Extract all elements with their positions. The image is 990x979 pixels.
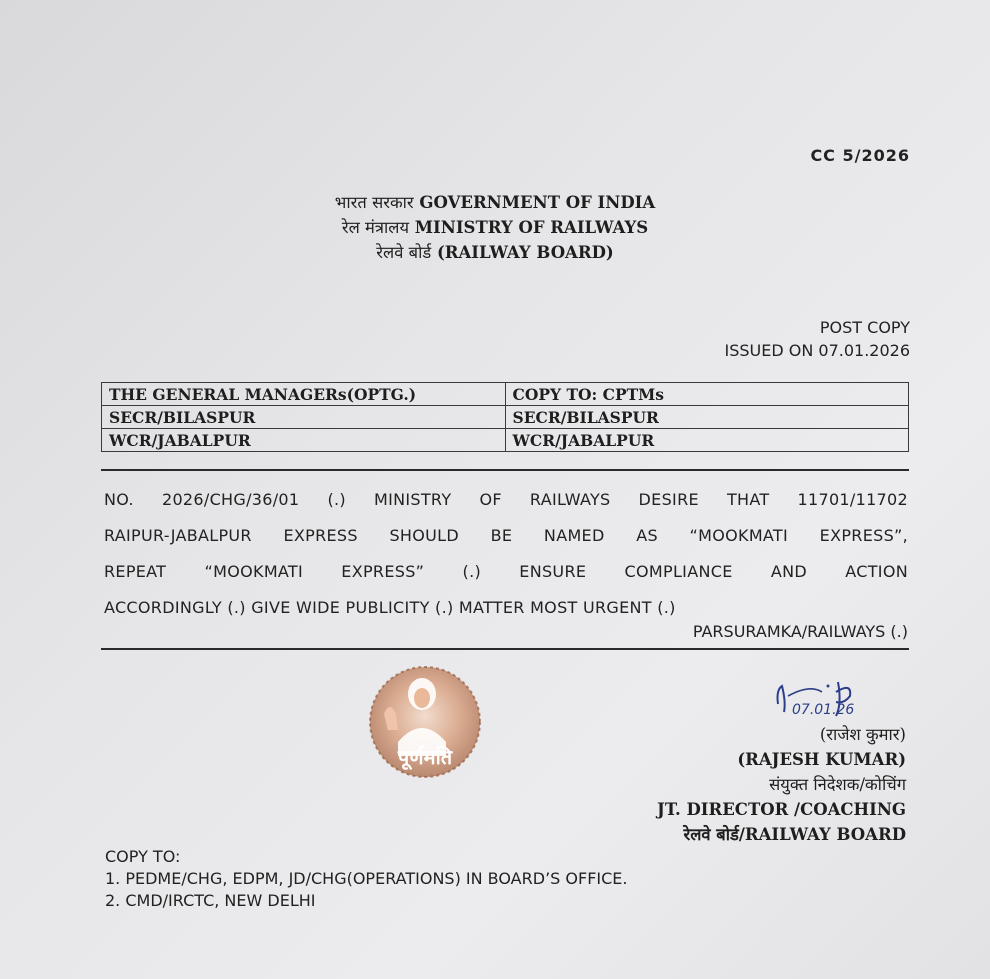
post-copy-label: POST COPY — [819, 318, 910, 337]
designation: JT. DIRECTOR /COACHING — [657, 800, 906, 819]
message-line: REPEAT “MOOKMATI EXPRESS” (.) ENSURE COMPLIANCE AND ACTION — [104, 562, 908, 581]
divider-top — [101, 469, 909, 471]
copy-to-list — [105, 846, 627, 912]
address-cell: WCR/JABALPUR — [505, 429, 909, 452]
issued-on-date: ISSUED ON 07.01.2026 — [724, 341, 910, 360]
signoff: PARSURAMKA/RAILWAYS (.) — [692, 622, 908, 641]
signature-date: 07.01.26 — [792, 702, 855, 718]
table-row — [102, 406, 909, 429]
signatory-name: (RAJESH KUMAR) — [737, 750, 906, 769]
portrait-seal-watermark — [362, 664, 488, 784]
table-row — [102, 429, 909, 452]
handwritten-signature — [770, 674, 910, 722]
address-cell: THE GENERAL MANAGERs(OPTG.) — [102, 383, 506, 406]
list-item: 2. CMD/IRCTC, NEW DELHI — [105, 891, 316, 910]
table-row — [102, 383, 909, 406]
office-name: रेलवे बोर्ड/RAILWAY BOARD — [683, 825, 906, 844]
header-government: भारत सरकार GOVERNMENT OF INDIA — [334, 193, 656, 212]
watermark-text: पूर्णमति — [397, 745, 453, 769]
message-line: ACCORDINGLY (.) GIVE WIDE PUBLICITY (.) MATTER MOST URGENT (.) — [104, 598, 676, 617]
address-table — [101, 382, 909, 452]
copy-to-heading: COPY TO: — [105, 847, 181, 866]
address-cell: COPY TO: CPTMs — [505, 383, 909, 406]
address-cell: SECR/BILASPUR — [505, 406, 909, 429]
address-cell: SECR/BILASPUR — [102, 406, 506, 429]
header-board: रेलवे बोर्ड (RAILWAY BOARD) — [376, 243, 614, 262]
address-cell: WCR/JABALPUR — [102, 429, 506, 452]
message-line: RAIPUR-JABALPUR EXPRESS SHOULD BE NAMED AS “MOOKMATI EXPRESS”, — [104, 526, 908, 545]
designation-hindi: संयुक्त निदेशक/कोचिंग — [769, 775, 906, 794]
signatory-name-hindi: (राजेश कुमार) — [819, 725, 906, 744]
message-body — [104, 482, 908, 626]
signatory-block — [657, 722, 906, 847]
divider-bottom — [101, 648, 909, 650]
message-line: NO. 2026/CHG/36/01 (.) MINISTRY OF RAILWAYS DESIRE THAT 11701/11702 — [104, 490, 908, 509]
reference-number: CC 5/2026 — [810, 146, 910, 165]
letterhead — [0, 190, 990, 265]
header-ministry: रेल मंत्रालय MINISTRY OF RAILWAYS — [341, 218, 649, 237]
list-item: 1. PEDME/CHG, EDPM, JD/CHG(OPERATIONS) IN BOARD’S OFFICE. — [105, 869, 628, 888]
issue-info — [724, 316, 910, 362]
